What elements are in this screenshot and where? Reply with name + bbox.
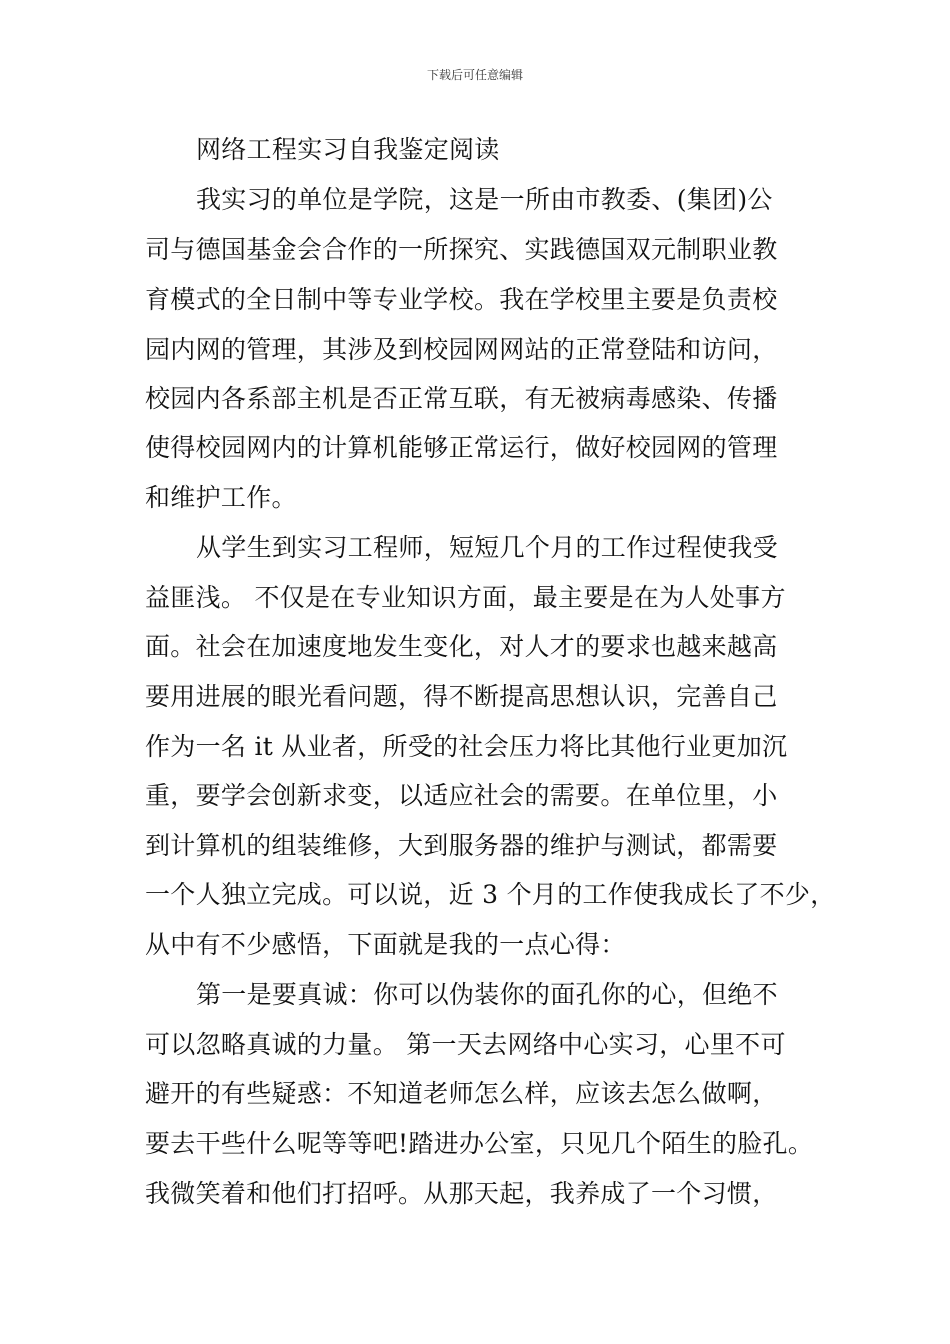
text-line: 和维护工作。 [145,483,297,512]
text-line: 第一是要真诚：你可以伪装你的面孔你的心，但绝不 [196,980,778,1009]
text-line: 一个人独立完成。可以说，近 3 个月的工作使我成长了不少， [145,880,836,909]
document-title: 网络工程实习自我鉴定阅读 [196,135,500,164]
text-line: 从中有不少感悟，下面就是我的一点心得： [145,930,626,959]
text-line: 到计算机的组装维修，大到服务器的维护与测试，都需要 [145,831,778,860]
text-line: 避开的有些疑惑：不知道老师怎么样，应该去怎么做啊， [145,1079,778,1108]
text-line: 面。社会在加速度地发生变化，对人才的要求也越来越高 [145,632,778,661]
text-line: 园内网的管理，其涉及到校园网网站的正常登陆和访问， [145,335,778,364]
text-line: 司与德国基金会合作的一所探究、实践德国双元制职业教 [145,235,778,264]
page-header: 下载后可任意编辑 [426,68,523,82]
text-line: 育模式的全日制中等专业学校。我在学校里主要是负责校 [145,285,778,314]
text-line: 可以忽略真诚的力量。 第一天去网络中心实习，心里不可 [145,1030,786,1059]
text-line: 作为一名 it 从业者，所受的社会压力将比其他行业更加沉 [145,732,788,761]
text-line: 使得校园网内的计算机能够正常运行，做好校园网的管理 [145,433,778,462]
text-line: 要用进展的眼光看问题，得不断提高思想认识，完善自己 [145,682,778,711]
text-line: 重，要学会创新求变，以适应社会的需要。在单位里，小 [145,781,778,810]
text-line: 从学生到实习工程师，短短几个月的工作过程使我受 [196,533,778,562]
text-line: 我实习的单位是学院，这是一所由市教委、(集团)公 [196,185,773,214]
text-line: 益匪浅。 不仅是在专业知识方面，最主要是在为人处事方 [145,583,786,612]
text-line: 我微笑着和他们打招呼。从那天起，我养成了一个习惯， [145,1179,778,1208]
text-line: 校园内各系部主机是否正常互联，有无被病毒感染、传播 [145,384,778,413]
text-line: 要去干些什么呢等等吧!踏进办公室，只见几个陌生的脸孔。 [145,1129,814,1158]
